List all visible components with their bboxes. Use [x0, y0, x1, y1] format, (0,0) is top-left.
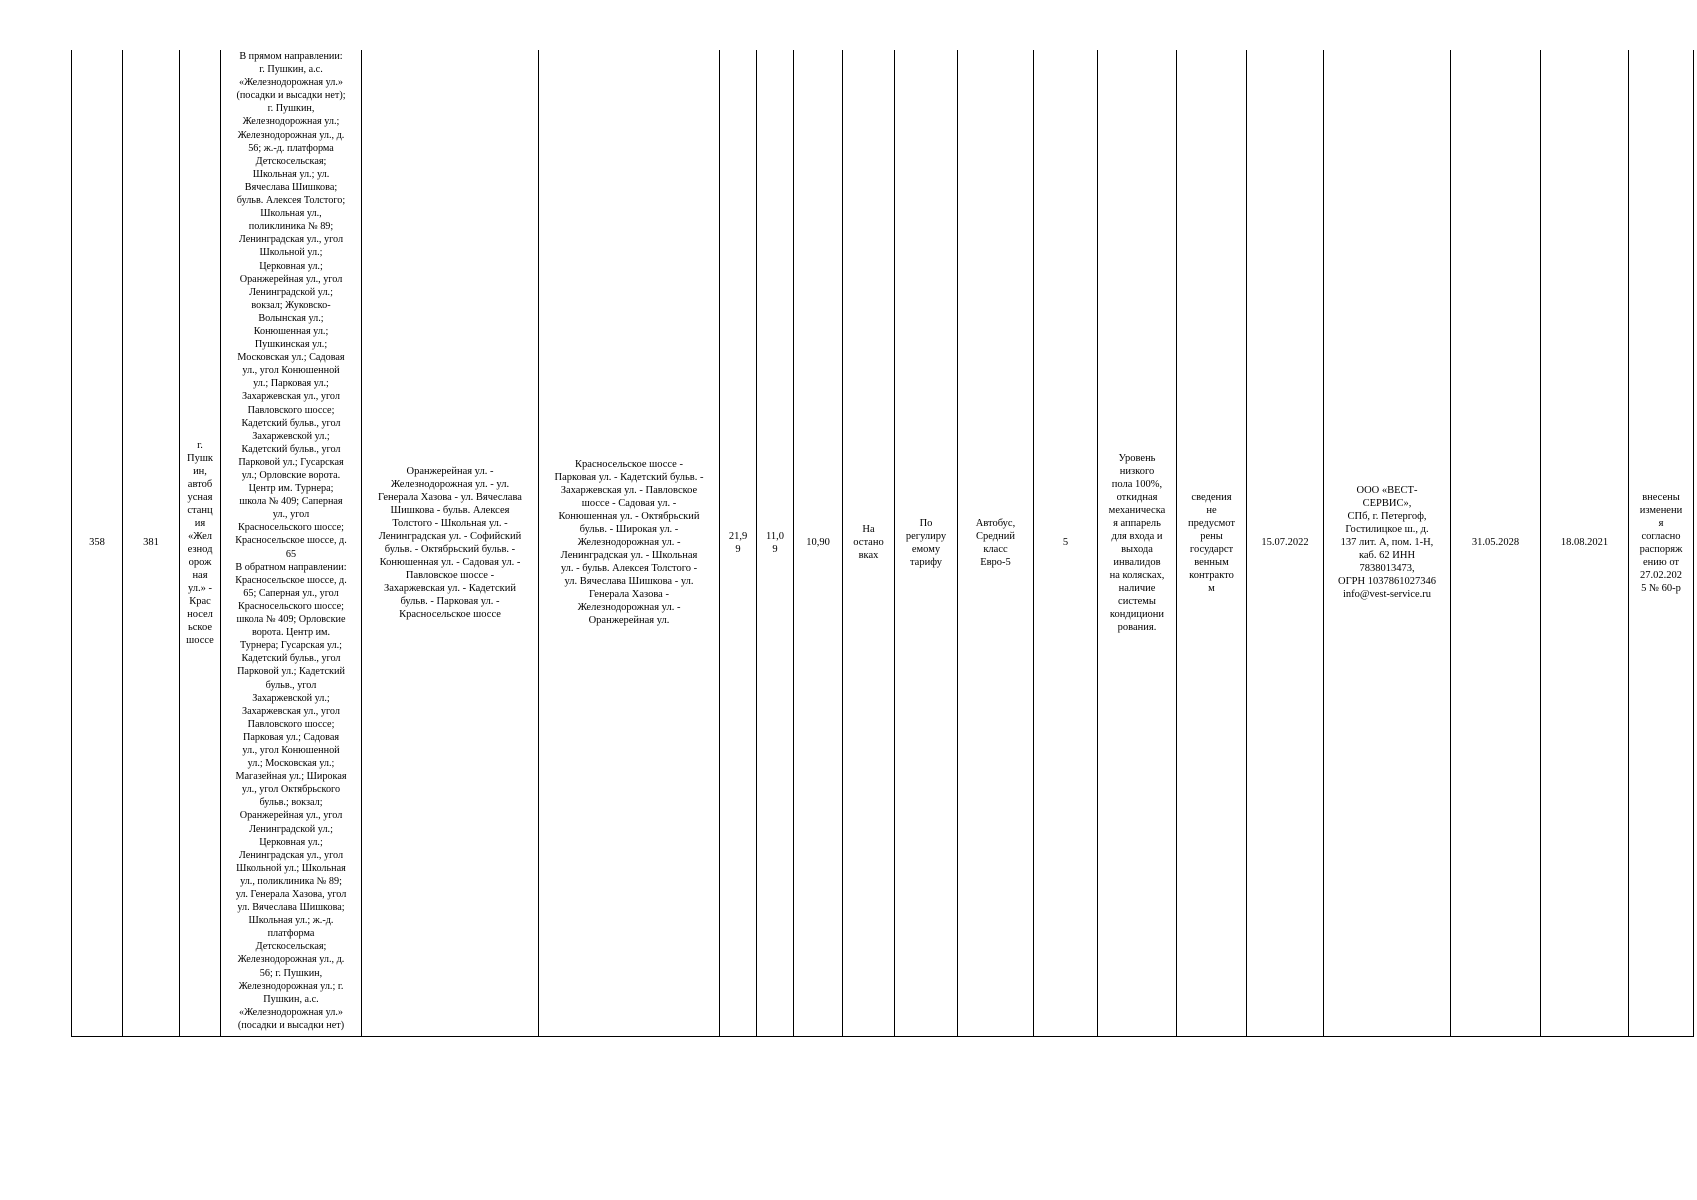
streets-forward: Оранжерейная ул. - Железнодорожная ул. - ул. Генерала Хазова - ул. Вячеслава Шишкова - бульв. Алексея Толстого - Школьная ул. - Ленинградская ул. - Софийский бульв. - Октябрьский бульв. - Конюшенная ул. - Садовая ул. - Павловское шоссе - Захаржевская ул. - Кадетский бульв. - Парковая ул. - Красносельское шоссе	[378, 465, 522, 620]
cell-reg-number	[72, 50, 123, 1036]
cell-route-name	[180, 50, 221, 1036]
cell-route-number	[123, 50, 180, 1036]
length-forward: 21,9 9	[728, 530, 748, 555]
vehicle-features: Уровень низкого пола 100%, откидная механическа я аппарель для входа и выхода инвалидов на колясках, наличие системы кондициони рования.	[1108, 452, 1166, 633]
boarding-order: На остано вках	[853, 524, 884, 562]
cell-contract-info	[1177, 50, 1247, 1036]
cell-boarding-order	[843, 50, 895, 1036]
end-date: 31.05.2028	[1471, 537, 1520, 549]
length-backward: 11,0 9	[766, 530, 784, 555]
cell-changes-date	[1541, 50, 1629, 1036]
cell-length-total	[794, 50, 843, 1036]
cell-stops	[221, 50, 362, 1036]
cell-streets-backward	[539, 50, 720, 1036]
cell-start-date	[1247, 50, 1324, 1036]
route-name: г. Пушк ин, автоб усная станц ия «Жел езнод орож ная ул.» - Крас носел ьское шоссе	[186, 439, 214, 646]
changes-date: 18.08.2021	[1560, 537, 1609, 549]
start-date: 15.07.2022	[1261, 537, 1309, 549]
cell-vehicle	[958, 50, 1034, 1036]
table-row	[72, 50, 1694, 1036]
reg-number: 358	[89, 537, 105, 549]
streets-backward: Красносельское шоссе - Парковая ул. - Кадетский бульв. - Захаржевская ул. - Павловское шоссе - Садовая ул. - Конюшенная ул. - Октябрьский бульв. - Широкая ул. - Железнодорожная ул. - Ленинградская ул. - Школьная ул. - бульв. Алексея Толстого - ул. Вячеслава Шишкова - ул. Генерала Хазова - Железнодорожная ул. - Оранжерейная ул.	[554, 459, 704, 627]
cell-length-forward	[720, 50, 757, 1036]
cell-end-date	[1451, 50, 1541, 1036]
route-number: 381	[143, 537, 159, 549]
length-total: 10,90	[806, 537, 830, 549]
cell-length-backward	[757, 50, 794, 1036]
cell-tariff-type	[895, 50, 958, 1036]
cell-vehicle-features	[1098, 50, 1177, 1036]
carrier-info: ООО «ВЕСТ- СЕРВИС», СПб, г. Петергоф, Гостилицкое ш., д. 137 лит. А, пом. 1-Н, каб. 62 ИНН 7838013473, ОГРН 1037861027346 info@vest-service.ru	[1338, 485, 1436, 601]
route-stops: В прямом направлении: г. Пушкин, а.с. «Железнодорожная ул.» (посадки и высадки нет); г. Пушкин, Железнодорожная ул.; Железнодорожная ул., д. 56; ж.-д. платформа Детскосельская; Школьная ул.; ул. Вячеслава Шишкова; бульв. Алексея Толстого; Школьная ул., поликлиника № 89; Ленинградская ул., угол Школьной ул.; Церковная ул.; Оранжерейная ул., угол Ленинградской ул.; вокзал; Жуковско- Волынская ул.; Конюшенная ул.; Пушкинская ул.; Московская ул.; Садовая ул., угол Конюшенной ул.; Парковая ул.; Захаржевская ул., угол Павловского шоссе; Кадетский бульв., угол Захаржевской ул.; Кадетский бульв., угол Парковой ул.; Гусарская ул.; Орловские ворота. Центр им. Турнера; школа № 409; Саперная ул., угол Красносельского шоссе; Красносельское шоссе, д. 65 В обратном направлении: Красносельское шоссе, д. 65; Саперная ул., угол Красносельского шоссе; школа № 409; Орловские ворота. Центр им. Турнера; Гусарская ул.; Кадетский бульв., угол Парковой ул.; Кадетский бульв., угол Захаржевской ул.; Захаржевская ул., угол Павловского шоссе; Парковая ул.; Садовая ул., угол Конюшенной ул.; Московская ул.; Магазейная ул.; Широкая ул., угол Октябрьского бульв.; вокзал; Оранжерейная ул., угол Ленинградской ул.; Церковная ул.; Ленинградская ул., угол Школьной ул.; Школьная ул., поликлиника № 89; ул. Генерала Хазова, угол ул. Вячеслава Шишкова; Школьная ул.; ж.-д. платформа Детскосельская; Железнодорожная ул., д. 56; г. Пушкин, Железнодорожная ул.; г. Пушкин, а.с. «Железнодорожная ул.» (посадки и высадки нет)	[235, 51, 347, 1031]
cell-streets-forward	[362, 50, 539, 1036]
cell-notes	[1629, 50, 1694, 1036]
cell-vehicle-count	[1034, 50, 1098, 1036]
vehicle-count: 5	[1062, 537, 1069, 549]
tariff-type: По регулиру емому тарифу	[905, 517, 947, 568]
route-registry-table	[71, 50, 1694, 1037]
notes: внесены изменени я согласно распоряж ению от 27.02.202 5 № 60-р	[1639, 491, 1683, 594]
vehicle-type: Автобус, Средний класс Евро-5	[975, 517, 1016, 568]
contract-info: сведения не предусмот рены государст венным контракто м	[1188, 491, 1235, 594]
cell-carrier	[1324, 50, 1451, 1036]
